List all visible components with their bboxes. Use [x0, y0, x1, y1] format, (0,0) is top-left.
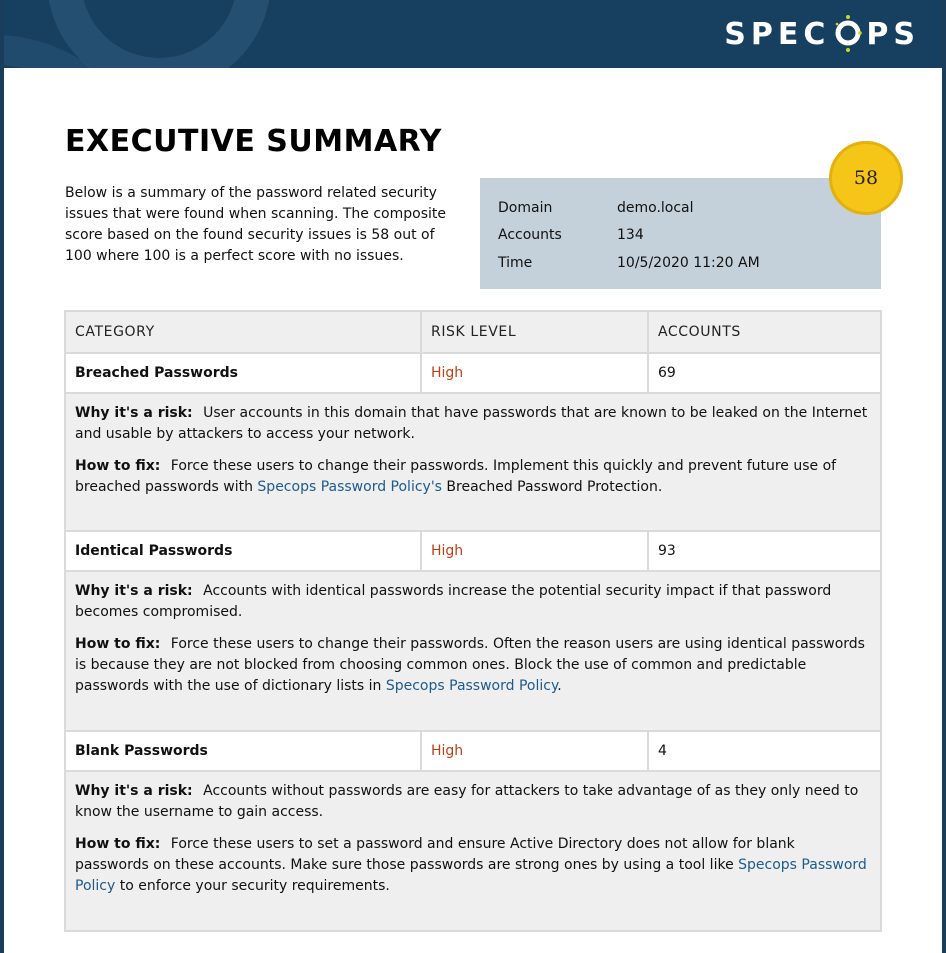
header-risk-level: RISK LEVEL [422, 312, 649, 352]
header-accounts: ACCOUNTS [658, 324, 741, 340]
meta-value: 134 [617, 227, 644, 244]
scan-info-box [480, 178, 881, 289]
specops-link[interactable]: Specops Password Policy's [257, 479, 442, 495]
table-row [66, 732, 880, 772]
fix-text: Force these users to change their passwords. Implement this quickly and prevent future use of breached passwords with [75, 458, 837, 495]
logo-o-icon [834, 14, 862, 54]
meta-label: Accounts [498, 227, 562, 244]
category-cell: Blank Passwords [66, 732, 422, 770]
logo-text-start: SPEC [724, 16, 831, 52]
risk-cell: High [422, 532, 649, 570]
risk-cell: High [422, 354, 649, 392]
header-category: CATEGORY [66, 312, 422, 352]
meta-label: Domain [498, 199, 553, 216]
table-row [66, 354, 880, 394]
why-label: Why it's a risk: [75, 583, 193, 599]
header-banner [4, 0, 942, 68]
meta-label: Time [498, 254, 533, 271]
row-detail [66, 572, 880, 732]
fix-text-end: . [557, 678, 562, 694]
why-paragraph [75, 581, 871, 623]
intro-text: Below is a summary of the password related security issues that were found when scanning. The composite score based on the found security issues is 58 out of 100 where 100 is a perfect score with no issues. [65, 185, 446, 264]
specops-logo [724, 14, 920, 54]
accounts-cell: 93 [658, 543, 676, 559]
risk-cell: High [422, 732, 649, 770]
logo-text-end: PS [866, 16, 920, 52]
fix-text-end: Breached Password Protection. [441, 479, 663, 495]
accounts-cell: 4 [658, 743, 667, 759]
fix-paragraph [75, 456, 871, 498]
why-text: Accounts with identical passwords increase the potential security impact if that password becomes compromised. [75, 583, 832, 620]
fix-paragraph [75, 634, 871, 697]
accounts-cell: 69 [658, 365, 676, 381]
meta-row-accounts [498, 222, 863, 250]
fix-text-end: to enforce your security requirements. [115, 878, 390, 894]
meta-row-domain [498, 194, 863, 222]
row-detail [66, 394, 880, 532]
risk-table [64, 310, 882, 932]
why-paragraph [75, 403, 871, 445]
why-label: Why it's a risk: [75, 783, 193, 799]
why-text: Accounts without passwords are easy for attackers to take advantage of as they only need to know the username to gain access. [75, 783, 859, 820]
fix-label: How to fix: [75, 458, 161, 474]
meta-value: demo.local [617, 199, 694, 216]
page-title: EXECUTIVE SUMMARY [65, 124, 442, 159]
meta-value: 10/5/2020 11:20 AM [617, 254, 760, 271]
category-cell: Breached Passwords [66, 354, 422, 392]
meta-row-time [498, 249, 863, 277]
specops-link[interactable]: Specops Password Policy [75, 857, 867, 894]
specops-link[interactable]: Specops Password Policy [385, 678, 558, 694]
fix-label: How to fix: [75, 636, 161, 652]
category-cell: Identical Passwords [66, 532, 422, 570]
score-badge: 58 [829, 141, 903, 215]
table-row [66, 532, 880, 572]
why-label: Why it's a risk: [75, 405, 193, 421]
fix-paragraph [75, 834, 871, 897]
fix-label: How to fix: [75, 836, 161, 852]
row-detail [66, 772, 880, 930]
why-text: User accounts in this domain that have passwords that are known to be leaked on the Internet and usable by attackers to access your network. [75, 405, 868, 442]
table-header [66, 312, 880, 354]
fix-text: Force these users to change their passwords. Often the reason users are using identical passwords is because they are not blocked from choosing common ones. Block the use of common and predictable passwords with the use of dictionary lists in [75, 636, 865, 694]
fix-text: Force these users to set a password and ensure Active Directory does not allow for blank passwords on these accounts. Make sure those passwords are strong ones by using a tool like [75, 836, 795, 873]
why-paragraph [75, 781, 871, 823]
